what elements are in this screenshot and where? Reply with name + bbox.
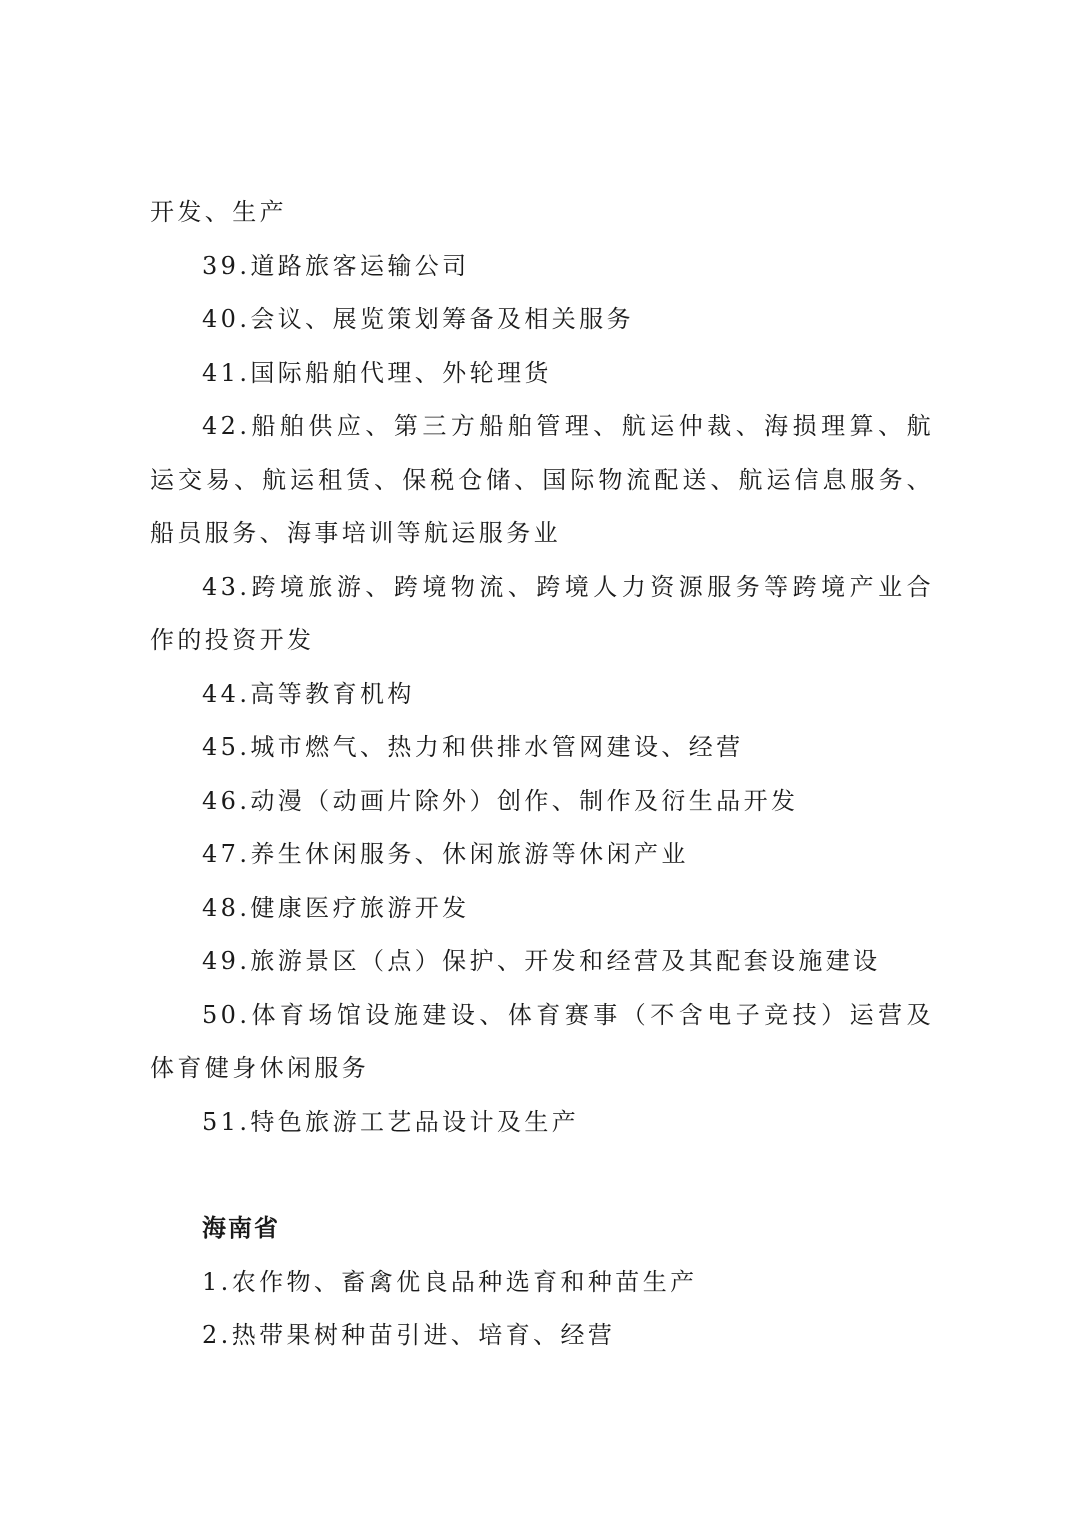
list-item-39: 39.道路旅客运输公司 <box>202 251 470 280</box>
list-item-42: 42.船舶供应、第三方船舶管理、航运仲裁、海损理算、航运交易、航运租赁、保税仓储、国际物流配送、航运信息服务、船员服务、海事培训等航运服务业 <box>150 412 934 547</box>
list-item-1: 1.农作物、畜禽优良品种选育和种苗生产 <box>202 1267 698 1296</box>
continuation-text: 开发、生产 <box>150 198 287 226</box>
list-item-44: 44.高等教育机构 <box>202 679 415 708</box>
section-heading: 海南省 <box>202 1214 280 1242</box>
list-item-43: 43.跨境旅游、跨境物流、跨境人力资源服务等跨境产业合作的投资开发 <box>150 572 934 654</box>
list-item-47: 47.养生休闲服务、休闲旅游等休闲产业 <box>202 840 689 868</box>
list-item-48: 48.健康医疗旅游开发 <box>202 893 470 922</box>
list-item-51: 51.特色旅游工艺品设计及生产 <box>202 1107 580 1136</box>
list-item-2: 2.热带果树种苗引进、培育、经营 <box>202 1321 616 1349</box>
list-item-50: 50.体育场馆设施建设、体育赛事（不含电子竞技）运营及体育健身休闲服务 <box>150 1000 934 1082</box>
section-spacer <box>150 1149 934 1202</box>
document-page <box>150 186 934 1363</box>
list-item-40: 40.会议、展览策划筹备及相关服务 <box>202 305 634 333</box>
list-item-45: 45.城市燃气、热力和供排水管网建设、经营 <box>202 733 744 761</box>
list-item-41: 41.国际船舶代理、外轮理货 <box>202 358 552 387</box>
list-item-49: 49.旅游景区（点）保护、开发和经营及其配套设施建设 <box>202 947 881 975</box>
list-item-46: 46.动漫（动画片除外）创作、制作及衍生品开发 <box>202 786 799 815</box>
